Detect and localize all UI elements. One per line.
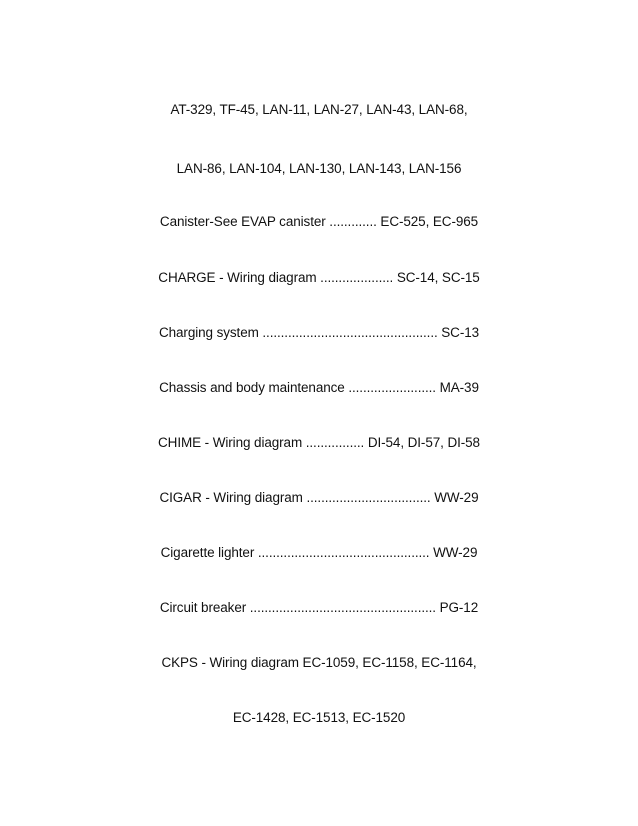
index-line-ref-continuation-1: AT-329, TF-45, LAN-11, LAN-27, LAN-43, LAN-68, bbox=[170, 102, 468, 117]
index-line-ref-continuation-2: LAN-86, LAN-104, LAN-130, LAN-143, LAN-156 bbox=[176, 161, 462, 176]
index-entry-cigarette-lighter: Cigarette lighter ............................................... WW-29 bbox=[160, 545, 478, 560]
index-entry-ckps-continuation: EC-1428, EC-1513, EC-1520 bbox=[232, 710, 406, 725]
index-entry-canister: Canister-See EVAP canister ............. EC-525, EC-965 bbox=[159, 214, 479, 229]
index-entry-cigar: CIGAR - Wiring diagram .................................. WW-29 bbox=[159, 490, 479, 505]
index-entry-chassis: Chassis and body maintenance ........................ MA-39 bbox=[159, 380, 479, 395]
index-entry-chime: CHIME - Wiring diagram ................ DI-54, DI-57, DI-58 bbox=[158, 435, 480, 450]
index-entry-ckps: CKPS - Wiring diagram EC-1059, EC-1158, EC-1164, bbox=[161, 655, 477, 670]
index-entry-charge: CHARGE - Wiring diagram .................... SC-14, SC-15 bbox=[158, 270, 480, 285]
index-entry-charging-system: Charging system ................................................ SC-13 bbox=[158, 325, 480, 340]
index-entry-circuit-breaker: Circuit breaker ................................................... PG-12 bbox=[159, 600, 479, 615]
